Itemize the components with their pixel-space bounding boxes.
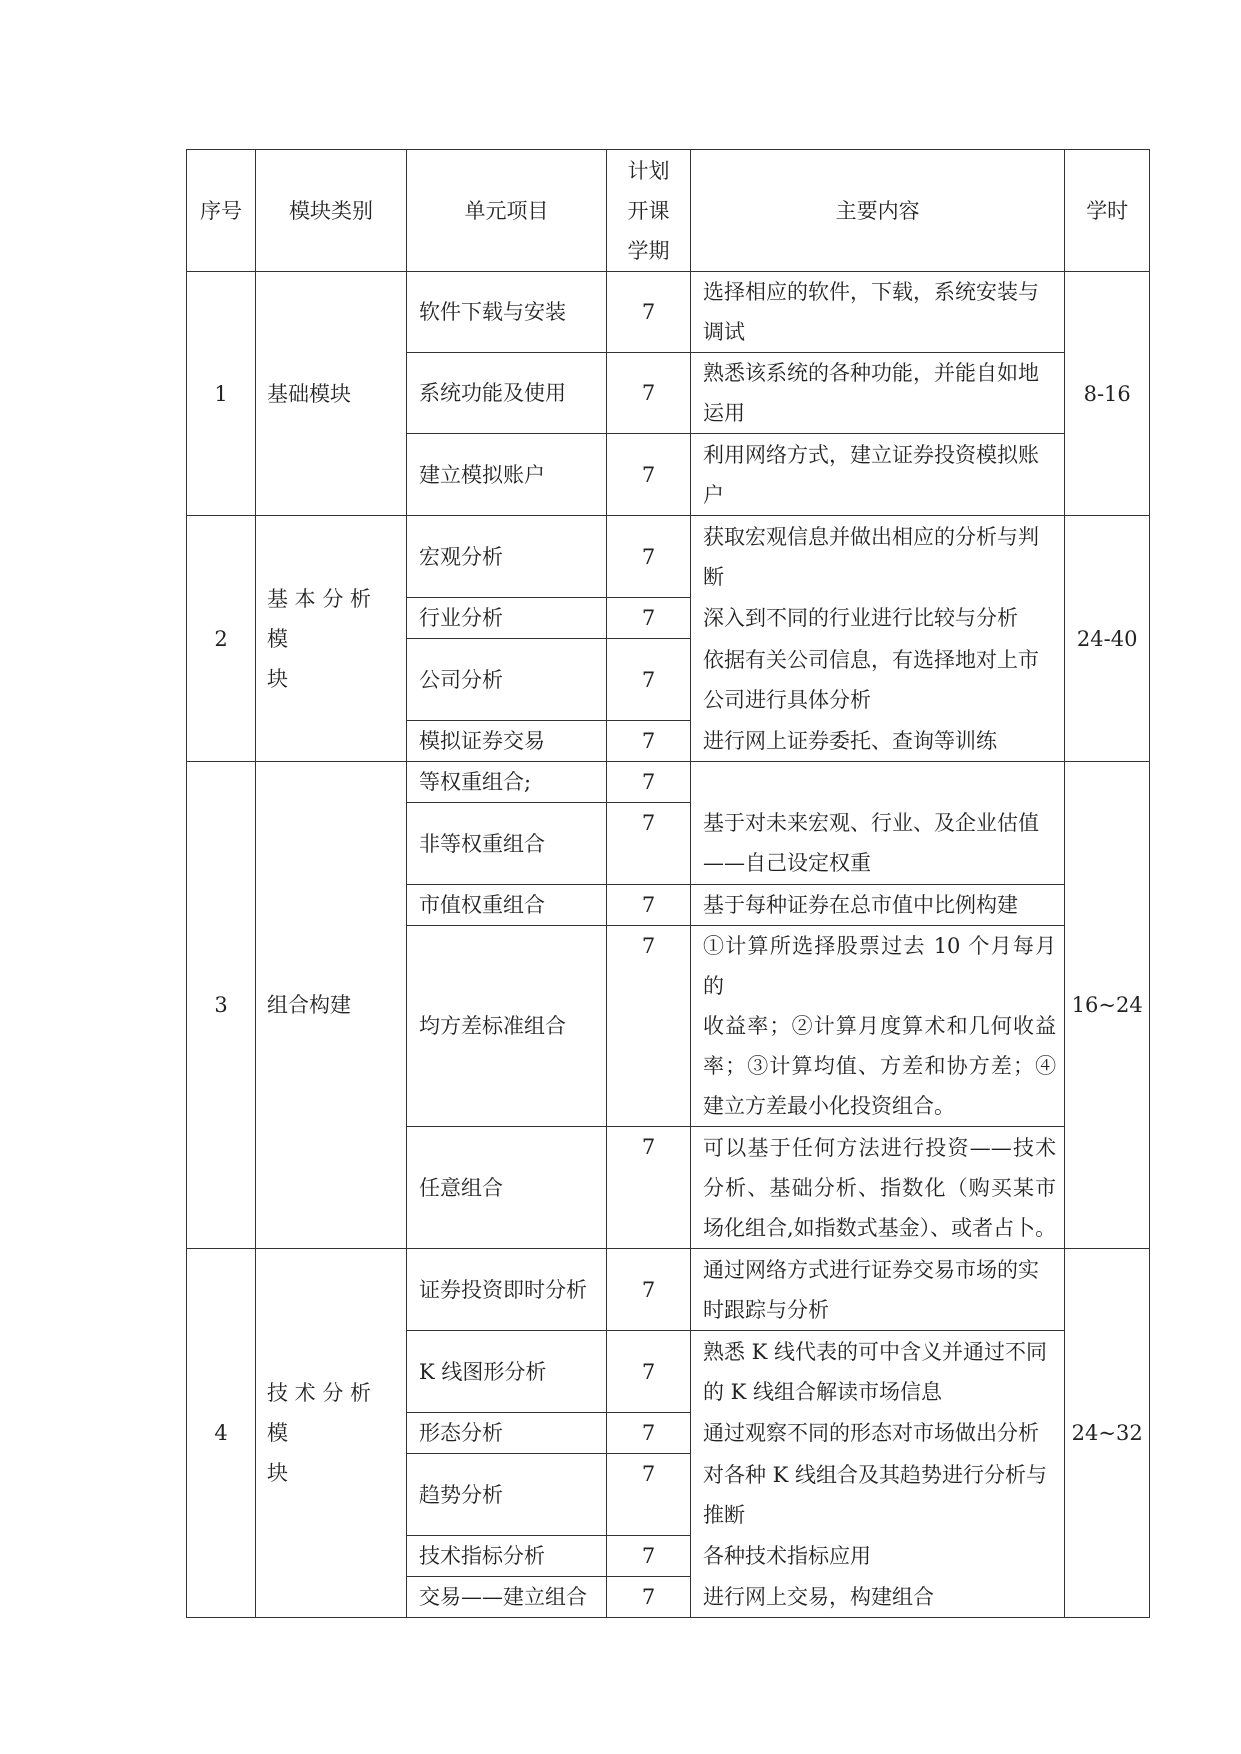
table-row (187, 1249, 1150, 1331)
header-module: 模块类别 (256, 150, 407, 272)
module-seq: 4 (187, 1249, 256, 1618)
unit-name: 公司分析 (407, 639, 607, 721)
unit-term: 7 (607, 926, 691, 1127)
unit-content: 进行网上证券委托、查询等训练 (691, 721, 1065, 762)
unit-name: 形态分析 (407, 1413, 607, 1454)
unit-term: 7 (607, 353, 691, 434)
unit-name: 趋势分析 (407, 1454, 607, 1536)
unit-content-line: 依据有关公司信息，有选择地对上市 (703, 647, 1039, 672)
module-name (256, 516, 407, 762)
unit-content (691, 803, 1065, 885)
unit-name: 系统功能及使用 (407, 353, 607, 434)
unit-content (691, 272, 1065, 353)
unit-content (691, 762, 1065, 803)
unit-content (691, 926, 1065, 1127)
unit-content-line: 收益率；②计算月度算术和几何收益 (703, 1014, 1057, 1038)
unit-term: 7 (607, 639, 691, 721)
unit-term: 7 (607, 885, 691, 926)
unit-name: K 线图形分析 (407, 1331, 607, 1413)
unit-content-line: 户 (703, 482, 724, 507)
unit-content (691, 1331, 1065, 1413)
unit-content: 进行网上交易，构建组合 (691, 1577, 1065, 1618)
unit-term: 7 (607, 1249, 691, 1331)
unit-term: 7 (607, 1536, 691, 1577)
unit-content-line: 运用 (703, 401, 745, 425)
unit-term: 7 (607, 803, 691, 885)
unit-content: 各种技术指标应用 (691, 1536, 1065, 1577)
module-seq: 3 (187, 762, 256, 1249)
unit-term: 7 (607, 272, 691, 353)
module-hours: 8-16 (1065, 272, 1150, 516)
unit-content-line: 场化组合,如指数式基金）、或者占卜。 (703, 1215, 1057, 1240)
module-name-line: 块 (267, 666, 288, 691)
unit-content (691, 516, 1065, 598)
header-term-line3: 学期 (627, 238, 670, 263)
course-plan-table (186, 149, 1150, 1618)
unit-content-line: 推断 (703, 1502, 745, 1527)
header-hours: 学时 (1065, 150, 1150, 272)
header-term-line2: 开课 (627, 198, 670, 223)
unit-name: 等权重组合; (407, 762, 607, 803)
unit-name: 软件下载与安装 (407, 272, 607, 353)
unit-term: 7 (607, 1127, 691, 1249)
unit-content-line: 公司进行具体分析 (703, 687, 871, 712)
module-name: 组合构建 (256, 762, 407, 1249)
unit-content (691, 639, 1065, 721)
unit-term: 7 (607, 516, 691, 598)
module-name-line: 基 本 分 析 模 (267, 586, 372, 651)
unit-content-line: 通过网络方式进行证券交易市场的实 (703, 1257, 1039, 1282)
unit-name: 交易——建立组合 (407, 1577, 607, 1618)
header-unit: 单元项目 (407, 150, 607, 272)
unit-name: 任意组合 (407, 1127, 607, 1249)
header-row (187, 150, 1150, 272)
module-name-line: 块 (267, 1461, 288, 1485)
unit-term: 7 (607, 1331, 691, 1413)
unit-content-line: 可以基于任何方法进行投资——技术 (703, 1135, 1057, 1160)
unit-name: 行业分析 (407, 598, 607, 639)
unit-name: 模拟证券交易 (407, 721, 607, 762)
unit-content: 基于每种证券在总市值中比例构建 (691, 885, 1065, 926)
unit-term: 7 (607, 598, 691, 639)
unit-content (691, 353, 1065, 434)
unit-content-line: 分析、基础分析、指数化（购买某市 (703, 1175, 1057, 1200)
module-seq: 2 (187, 516, 256, 762)
unit-name: 均方差标准组合 (407, 926, 607, 1127)
unit-name: 非等权重组合 (407, 803, 607, 885)
header-content: 主要内容 (691, 150, 1065, 272)
unit-content-line: ①计算所选择股票过去 10 个月每月的 (703, 934, 1057, 998)
module-hours: 24~32 (1065, 1249, 1150, 1618)
unit-content-line: 时跟踪与分析 (703, 1297, 829, 1322)
unit-content-line: 建立方差最小化投资组合。 (703, 1094, 955, 1118)
unit-term: 7 (607, 1577, 691, 1618)
table-row (187, 516, 1150, 598)
unit-term: 7 (607, 762, 691, 803)
unit-content-line: 利用网络方式，建立证券投资模拟账 (703, 442, 1039, 467)
unit-content-line: 的 K 线组合解读市场信息 (703, 1379, 943, 1404)
unit-content-line: 获取宏观信息并做出相应的分析与判 (703, 524, 1039, 549)
table-row (187, 762, 1150, 803)
module-hours: 16~24 (1065, 762, 1150, 1249)
unit-content-line: ——自己设定权重 (703, 851, 871, 876)
unit-name: 市值权重组合 (407, 885, 607, 926)
unit-name: 证券投资即时分析 (407, 1249, 607, 1331)
header-term-line1: 计划 (627, 158, 670, 183)
unit-content-line: 熟悉该系统的各种功能，并能自如地 (703, 361, 1039, 385)
header-seq: 序号 (187, 150, 256, 272)
unit-content-line: 对各种 K 线组合及其趋势进行分析与 (703, 1462, 1048, 1487)
module-name-line: 技 术 分 析 模 (267, 1381, 372, 1445)
unit-name: 宏观分析 (407, 516, 607, 598)
unit-name: 建立模拟账户 (407, 434, 607, 516)
unit-content: 通过观察不同的形态对市场做出分析 (691, 1413, 1065, 1454)
unit-content (691, 1454, 1065, 1536)
module-name: 基础模块 (256, 272, 407, 516)
unit-term: 7 (607, 434, 691, 516)
module-seq: 1 (187, 272, 256, 516)
unit-content-line: 断 (703, 564, 724, 589)
unit-content: 深入到不同的行业进行比较与分析 (691, 598, 1065, 639)
module-hours: 24-40 (1065, 516, 1150, 762)
unit-content (691, 1127, 1065, 1249)
unit-content-line: 基于对未来宏观、行业、及企业估值 (703, 811, 1039, 836)
unit-content-line: 调试 (703, 320, 745, 344)
unit-content-line: 熟悉 K 线代表的可中含义并通过不同 (703, 1339, 1048, 1364)
unit-content-line: 选择相应的软件，下载，系统安装与 (703, 280, 1039, 304)
unit-term: 7 (607, 1454, 691, 1536)
table-row (187, 272, 1150, 353)
header-term (607, 150, 691, 272)
unit-content (691, 1249, 1065, 1331)
unit-content (691, 434, 1065, 516)
unit-term: 7 (607, 1413, 691, 1454)
unit-term: 7 (607, 721, 691, 762)
unit-content-line: 率；③计算均值、方差和协方差；④ (703, 1054, 1057, 1078)
module-name (256, 1249, 407, 1618)
unit-name: 技术指标分析 (407, 1536, 607, 1577)
